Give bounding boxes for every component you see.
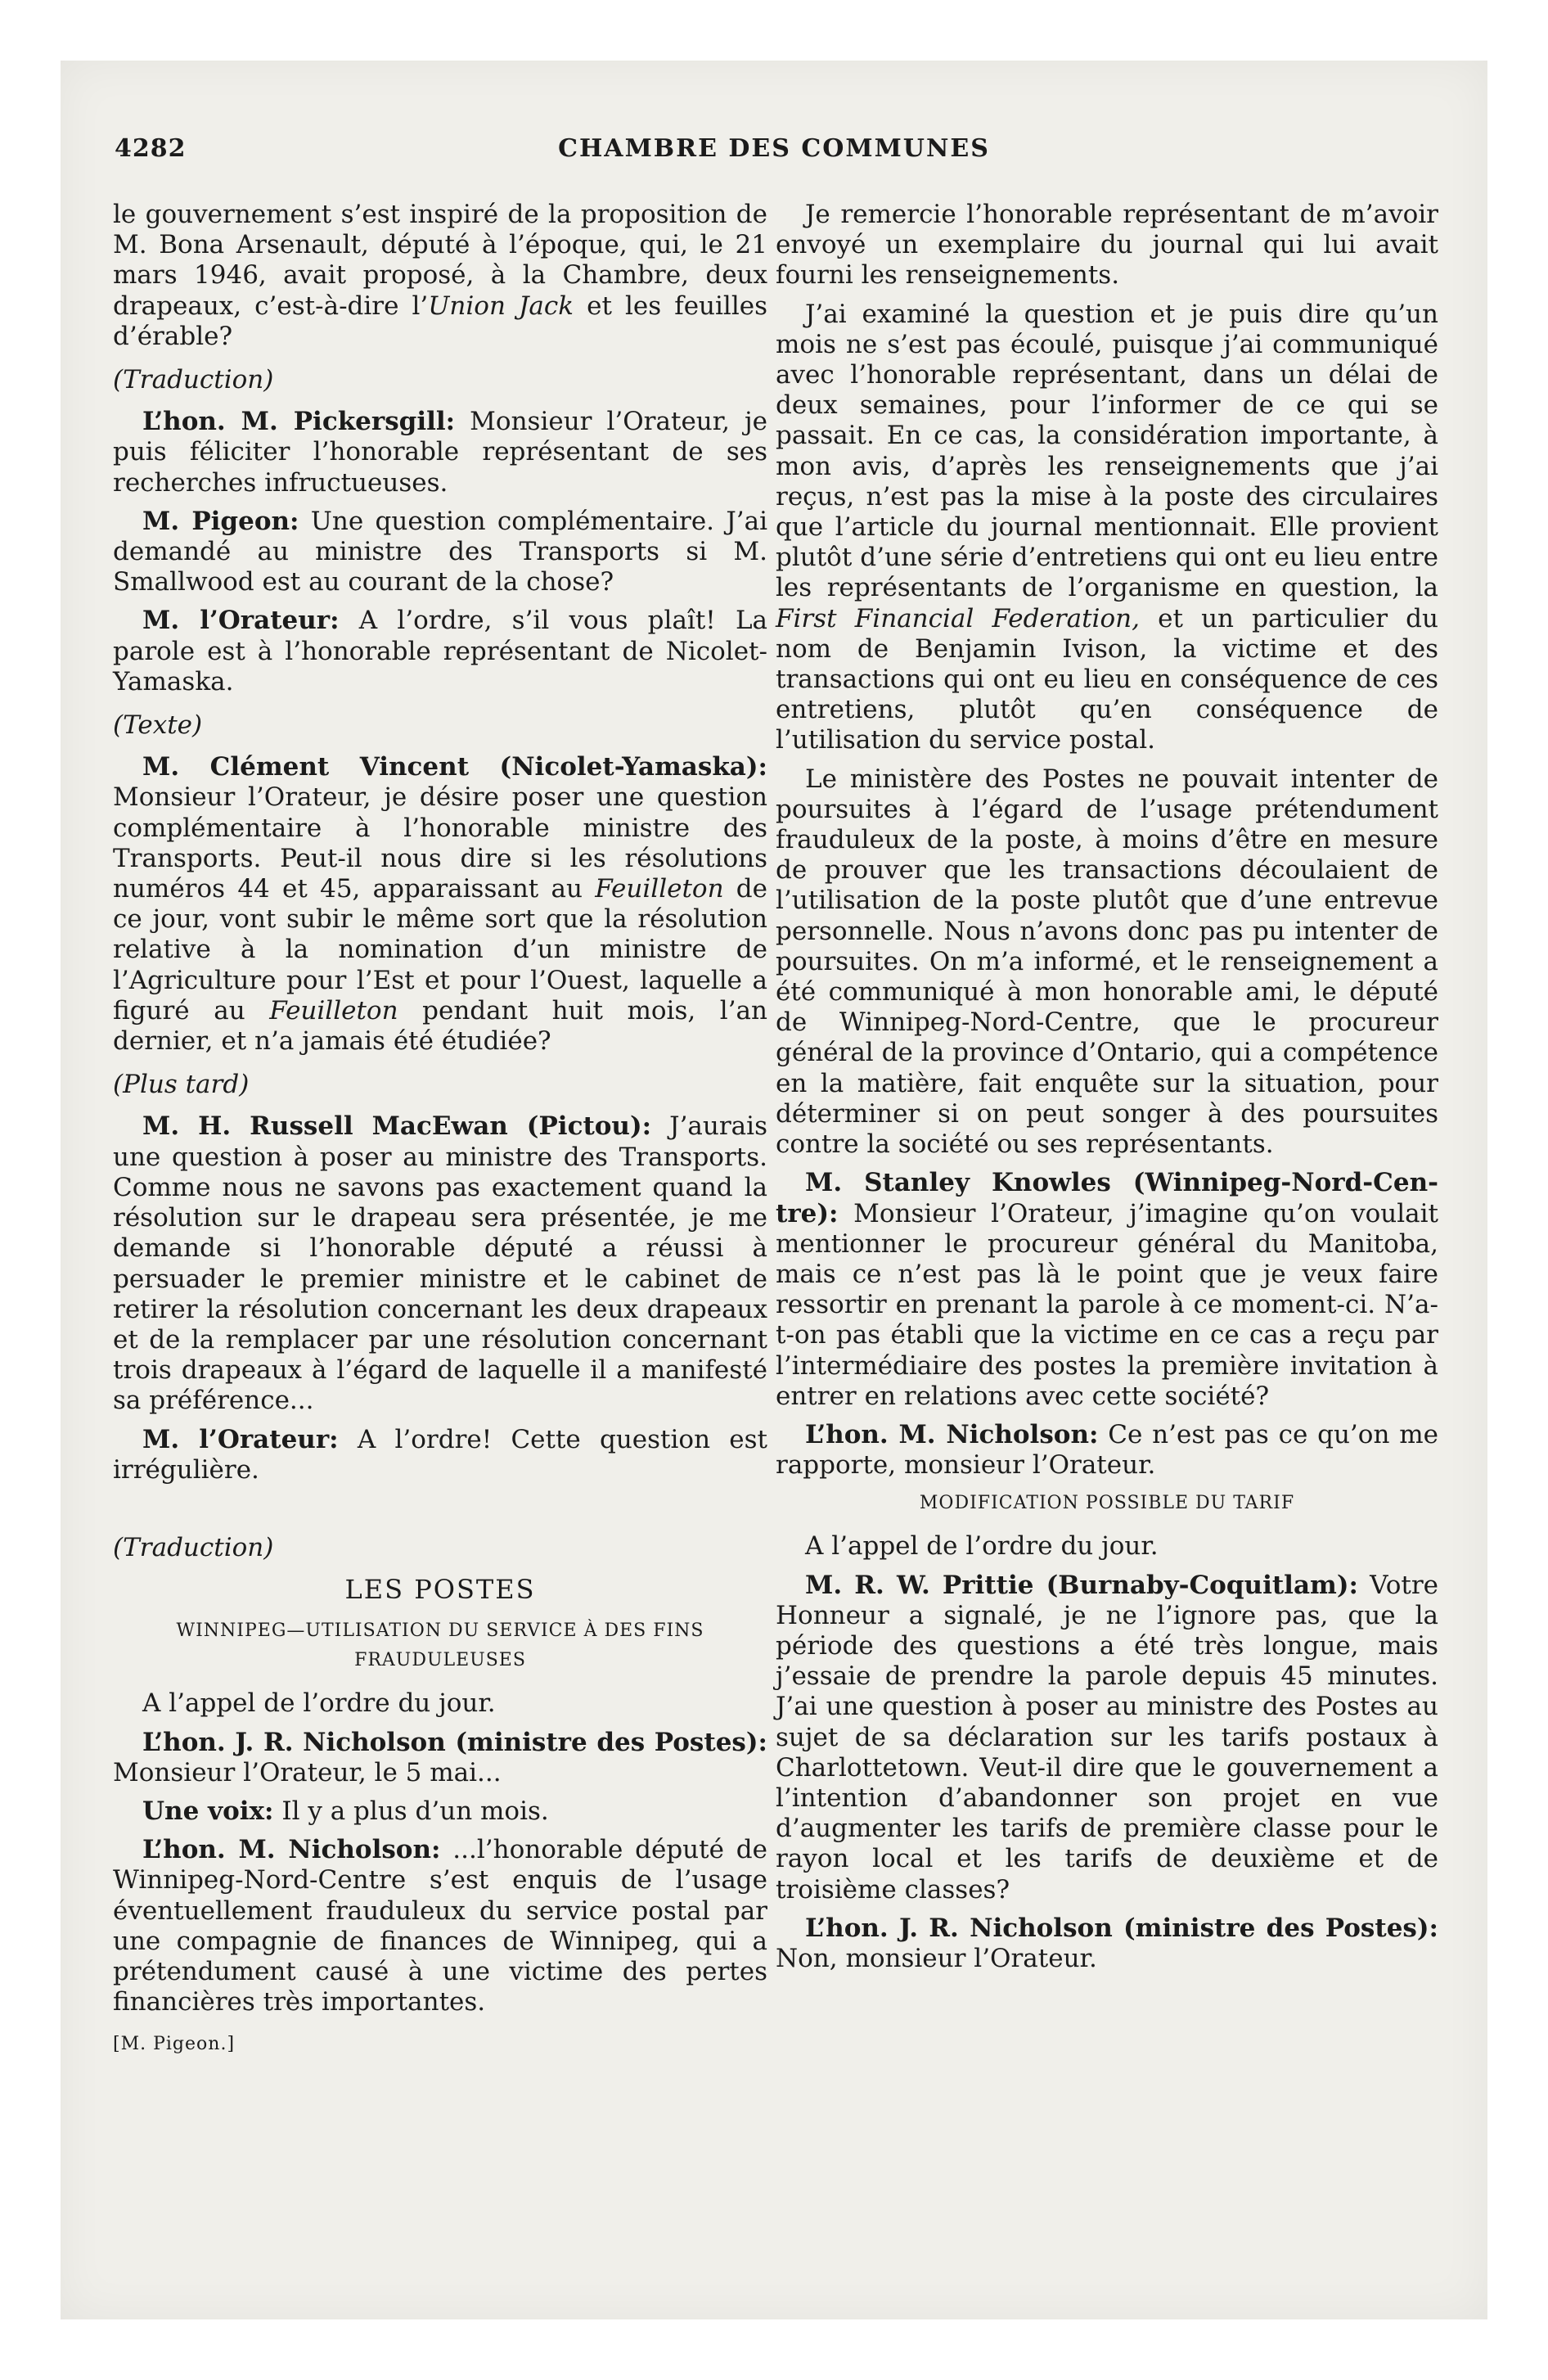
speech-paragraph: L’hon. J. R. Nicholson (ministre des Postes): Non, monsieur l’Orateur. bbox=[776, 1913, 1438, 1973]
speech-paragraph: M. Pigeon: Une question complémentaire. J’ai demandé au ministre des Transports si M. Smallwood est au courant de la chose? bbox=[113, 506, 768, 597]
footer-note: [M. Pigeon.] bbox=[113, 2034, 236, 2055]
running-title: CHAMBRE DES COMMUNES bbox=[558, 134, 990, 163]
speech-paragraph: M. Clément Vincent (Nicolet-Yamaska): Monsieur l’Orateur, je désire poser une question complémentaire à l’honorable ministre des Transports. Peut-il nous dire si les résolutions numéros 44 et 45, apparaissant au Feuilleton de ce jour, vont subir le même sort que la résolution relative à la nomination d’un ministre de l’Agriculture pour l’Est et pour l’Ouest, laquelle a figuré au Feuilleton pendant huit mois, l’an dernier, et n’a jamais été étudiée? bbox=[113, 752, 768, 1057]
speech-paragraph: M. R. W. Prittie (Burnaby-Coquitlam): Votre Honneur a signalé, je ne l’ignore pas, que la période des questions a été très longue, mais j’essaie de prendre la parole depuis 45 minutes. J’ai une question à poser au ministre des Postes au sujet de sa déclaration sur les tarifs postaux à Charlottetown. Veut-il dire que le gouvernement a l’intention d’abandonner son projet en vue d’augmenter les tarifs de première classe pour le rayon local et les tarifs de deuxième et de troisième classes? bbox=[776, 1570, 1438, 1904]
paragraph: Je remercie l’honorable représentant de m’avoir envoyé un exemplaire du journal qui lui avait fourni les renseignements. bbox=[776, 200, 1438, 291]
speaker-name: M. R. W. Prittie (Burnaby-Coquitlam): bbox=[805, 1570, 1358, 1600]
speaker-name: M. Pigeon: bbox=[142, 506, 299, 536]
section-title: LES POSTES bbox=[344, 1574, 536, 1606]
speech-paragraph: M. Stanley Knowles (Winnipeg-Nord-Centre): Monsieur l’Orateur, j’imagine qu’on voulait mentionner le procureur général du Manitoba, mais ce n’est pas là le point que je veux faire ressortir en prenant la parole à ce moment-ci. N’a-t-on pas établi que la victime en ce cas a reçu par l’intermédiaire des postes la première invitation à entrer en relations avec cette société? bbox=[776, 1168, 1438, 1411]
section-marker-texte: (Texte) bbox=[113, 710, 203, 741]
section-subtitle: MODIFICATION POSSIBLE DU TARIF bbox=[919, 1493, 1295, 1514]
speaker-name: M. Stanley Knowles (Winnipeg-Nord-Centre): bbox=[776, 1168, 1438, 1228]
speech-paragraph: Une voix: Il y a plus d’un mois. bbox=[142, 1796, 549, 1826]
speech-paragraph: M. H. Russell MacEwan (Pictou): J’aurais une question à poser au ministre des Transports. Comme nous ne savons pas exactement quand la résolution sur le drapeau sera présentée, je me demande si l’honorable député a réussi à persuader le premier ministre et le cabinet de retirer la résolution concernant les deux drapeaux et de la remplacer par une résolution concernant trois drapeaux à l’égard de laquelle il a manifesté sa préférence... bbox=[113, 1111, 767, 1416]
document-page bbox=[61, 61, 1487, 2319]
speaker-name: M. Clément Vincent (Nicolet-Yamaska): bbox=[142, 752, 767, 782]
speech-paragraph: M. l’Orateur: A l’ordre! Cette question est irrégulière. bbox=[113, 1424, 768, 1485]
speaker-name: L’hon. M. Pickersgill: bbox=[142, 407, 456, 437]
paragraph: le gouvernement s’est inspiré de la proposition de M. Bona Arsenault, député à l’époque, qui, le 21 mars 1946, avait proposé, à la Chambre, deux drapeaux, c’est-à-dire l’Union Jack et les feuilles d’érable? bbox=[113, 200, 767, 351]
speaker-name: Une voix: bbox=[142, 1796, 274, 1826]
page-header bbox=[61, 134, 1487, 183]
right-column bbox=[776, 200, 1438, 1982]
section-marker-traduction: (Traduction) bbox=[113, 365, 274, 395]
speaker-name: L’hon. M. Nicholson: bbox=[142, 1835, 441, 1865]
speech-paragraph: L’hon. M. Pickersgill: Monsieur l’Orateur, je puis féliciter l’honorable représentant de ses recherches infructueuses. bbox=[113, 407, 768, 498]
section-marker-traduction: (Traduction) bbox=[113, 1532, 274, 1562]
speech-paragraph: M. l’Orateur: A l’ordre, s’il vous plaît! La parole est à l’honorable représentant de Nicolet-Yamaska. bbox=[113, 606, 768, 696]
paragraph: J’ai examiné la question et je puis dire qu’un mois ne s’est pas écoulé, puisque j’ai communiqué avec l’honorable représentant, dans un délai de deux semaines, pour l’informer de ce qui se passait. En ce cas, la considération importante, à mon avis, d’après les renseignements que j’ai reçus, n’est pas la mise à la poste des circulaires que l’article du journal mentionnait. Elle provient plutôt d’une série d’entretiens qui ont eu lieu entre les représentants de l’organisme en question, la First Financial Federation, et un particulier du nom de Benjamin Ivison, la victime et des transactions qui ont eu lieu en conséquence de ces entretiens, plutôt qu’en conséquence de l’utilisation du service postal. bbox=[776, 299, 1438, 755]
speaker-name: M. l’Orateur: bbox=[142, 606, 340, 636]
paragraph: A l’appel de l’ordre du jour. bbox=[142, 1688, 496, 1719]
left-column bbox=[113, 200, 767, 2068]
paragraph: A l’appel de l’ordre du jour. bbox=[805, 1531, 1159, 1562]
speaker-name: M. H. Russell MacEwan (Pictou): bbox=[142, 1111, 652, 1142]
speaker-name: L’hon. J. R. Nicholson (ministre des Postes): bbox=[805, 1913, 1438, 1943]
speaker-name: L’hon. M. Nicholson: bbox=[805, 1419, 1099, 1449]
speaker-name: L’hon. J. R. Nicholson (ministre des Postes): bbox=[142, 1727, 767, 1757]
speech-paragraph: L’hon. J. R. Nicholson (ministre des Postes): Monsieur l’Orateur, le 5 mai... bbox=[113, 1727, 767, 1787]
section-marker-plus-tard: (Plus tard) bbox=[113, 1070, 250, 1100]
speech-paragraph: L’hon. M. Nicholson: Ce n’est pas ce qu’on me rapporte, monsieur l’Orateur. bbox=[776, 1419, 1438, 1481]
section-subtitle: WINNIPEG—UTILISATION DU SERVICE À DES FINS FRAUDULEUSES bbox=[176, 1620, 704, 1671]
paragraph: Le ministère des Postes ne pouvait intenter de poursuites à l’égard de l’usage prétendument frauduleux de la poste, à moins d’être en mesure de prouver que les transactions découlaient de l’utilisation de la poste plutôt que d’une entrevue personnelle. Nous n’avons donc pas pu intenter de poursuites. On m’a informé, et le renseignement a été communiqué à mon honorable ami, le député de Winnipeg-Nord-Centre, que le procureur général de la province d’Ontario, qui a compétence en la matière, fait enquête sur la situation, pour déterminer si on peut songer à des poursuites contre la société ou ses représentants. bbox=[776, 764, 1438, 1160]
page-number: 4282 bbox=[115, 134, 187, 163]
spacer bbox=[113, 1494, 767, 1520]
speech-paragraph: L’hon. M. Nicholson: ...l’honorable député de Winnipeg-Nord-Centre s’est enquis de l’usage éventuellement frauduleux du service postal par une compagnie de finances de Winnipeg, qui a prétendument causé à une victime des pertes financières très importantes. bbox=[113, 1835, 767, 2017]
speaker-name: M. l’Orateur: bbox=[142, 1424, 339, 1454]
